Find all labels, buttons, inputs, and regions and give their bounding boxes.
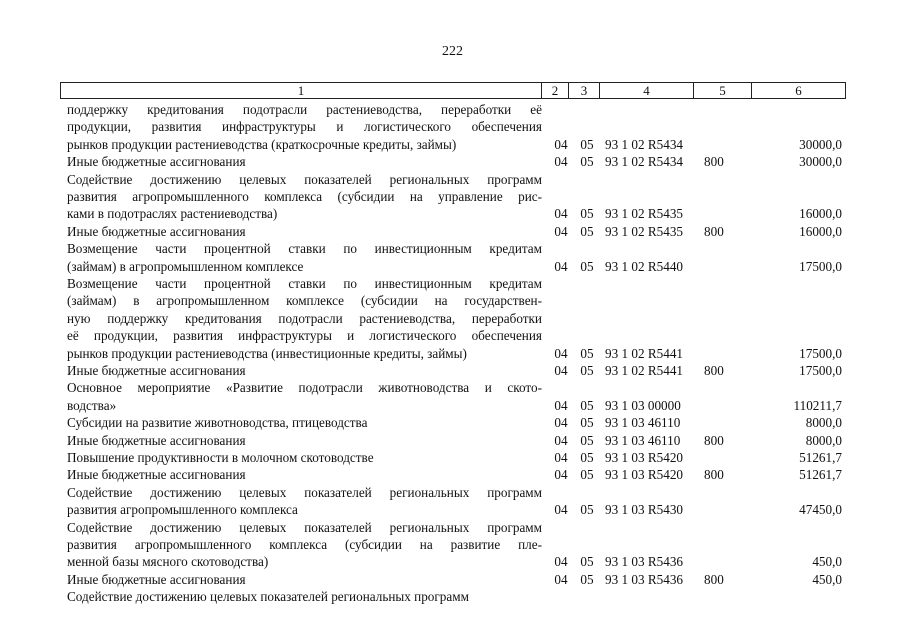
description-line: Содействие достижению целевых показателей региональных программ (67, 171, 542, 187)
description-line: Иные бюджетные ассигнования (67, 467, 246, 483)
target-article-code: 93 1 03 46110 (605, 432, 681, 448)
table-row (0, 240, 905, 275)
table-row (0, 414, 905, 431)
description-line: водства» (67, 397, 117, 413)
target-article-code: 93 1 03 R5420 (605, 467, 684, 483)
row-description (67, 588, 542, 605)
section-code: 04 (554, 154, 568, 170)
header-col-3: 3 (580, 83, 588, 98)
table-row (0, 519, 905, 571)
target-article-code: 93 1 02 R5435 (605, 223, 684, 239)
amount: 450,0 (812, 554, 842, 570)
description-line: Содействие достижению целевых показателей региональных программ (67, 519, 542, 535)
description-line: (займам) в агропромышленном комплексе (67, 258, 304, 274)
row-description (67, 101, 542, 153)
subsection-code: 05 (580, 362, 594, 378)
description-line: Субсидии на развитие животноводства, птицеводства (67, 415, 368, 431)
description-line: поддержку кредитования подотрасли растениеводства, переработки её (67, 102, 542, 117)
subsection-code: 05 (580, 136, 594, 152)
amount: 47450,0 (799, 502, 842, 518)
section-code: 04 (554, 432, 568, 448)
description-line: (займам) в агропромышленном комплексе (субсидии на государствен- (67, 293, 542, 309)
target-article-code: 93 1 03 R5430 (605, 502, 684, 518)
row-description (67, 571, 542, 588)
expense-type-code: 800 (704, 223, 724, 239)
amount: 51261,7 (799, 467, 842, 483)
row-description (67, 466, 542, 483)
subsection-code: 05 (580, 223, 594, 239)
table-row (0, 223, 905, 240)
section-code: 04 (554, 467, 568, 483)
page-number: 222 (442, 44, 463, 59)
table-row (0, 101, 905, 153)
description-line: развития агропромышленного комплекса (субсидии на развитие пле- (67, 536, 542, 552)
section-code: 04 (554, 362, 568, 378)
target-article-code: 93 1 03 R5436 (605, 571, 684, 587)
description-line: продукции, развития инфраструктуры и логистического обеспечения (67, 119, 542, 135)
amount: 17500,0 (799, 362, 842, 378)
description-line: Иные бюджетные ассигнования (67, 154, 246, 170)
subsection-code: 05 (580, 554, 594, 570)
section-code: 04 (554, 554, 568, 570)
table-row (0, 449, 905, 466)
table-row (0, 432, 905, 449)
subsection-code: 05 (580, 571, 594, 587)
table-row (0, 275, 905, 362)
amount: 16000,0 (799, 223, 842, 239)
amount: 30000,0 (799, 154, 842, 170)
table-row (0, 171, 905, 223)
table-row (0, 379, 905, 414)
description-line: ную поддержку кредитования подотрасли растениеводства, переработки (67, 310, 542, 326)
target-article-code: 93 1 02 R5441 (605, 362, 684, 378)
table-row (0, 153, 905, 170)
description-line: Основное мероприятие «Развитие подотрасли животноводства и ското- (67, 380, 542, 396)
section-code: 04 (554, 206, 568, 222)
section-code: 04 (554, 571, 568, 587)
section-code: 04 (554, 258, 568, 274)
description-line: менной базы мясного скотоводства) (67, 554, 269, 570)
header-col-4: 4 (643, 83, 650, 98)
row-description (67, 240, 542, 275)
target-article-code: 93 1 03 00000 (605, 397, 681, 413)
target-article-code: 93 1 03 R5436 (605, 554, 684, 570)
subsection-code: 05 (580, 154, 594, 170)
table-row (0, 571, 905, 588)
description-line: Иные бюджетные ассигнования (67, 571, 246, 587)
target-article-code: 93 1 02 R5440 (605, 258, 684, 274)
target-article-code: 93 1 03 46110 (605, 415, 681, 431)
row-description (67, 379, 542, 414)
subsection-code: 05 (580, 345, 594, 361)
table-row (0, 484, 905, 519)
table-row (0, 362, 905, 379)
row-description (67, 171, 542, 223)
target-article-code: 93 1 02 R5435 (605, 206, 684, 222)
description-line: ками в подотраслях растениеводства) (67, 206, 278, 222)
subsection-code: 05 (580, 258, 594, 274)
subsection-code: 05 (580, 206, 594, 222)
description-line: Иные бюджетные ассигнования (67, 223, 246, 239)
section-code: 04 (554, 223, 568, 239)
amount: 8000,0 (805, 415, 842, 431)
row-description (67, 153, 542, 170)
expense-type-code: 800 (704, 571, 724, 587)
table-header (60, 82, 846, 99)
section-code: 04 (554, 397, 568, 413)
amount: 17500,0 (799, 258, 842, 274)
row-description (67, 432, 542, 449)
expense-type-code: 800 (704, 467, 724, 483)
description-line: Иные бюджетные ассигнования (67, 432, 246, 448)
description-line: Возмещение части процентной ставки по инвестиционным кредитам (67, 241, 542, 257)
section-code: 04 (554, 415, 568, 431)
row-description (67, 275, 542, 362)
amount: 17500,0 (799, 345, 842, 361)
amount: 110211,7 (793, 397, 842, 413)
description-line: рынков продукции растениеводства (инвестиционные кредиты, займы) (67, 345, 467, 361)
description-line: её продукции, развития инфраструктуры и логистического обеспечения (67, 328, 542, 344)
subsection-code: 05 (580, 397, 594, 413)
row-description (67, 484, 542, 519)
section-code: 04 (554, 449, 568, 465)
section-code: 04 (554, 345, 568, 361)
description-line: развития агропромышленного комплекса (67, 502, 298, 518)
subsection-code: 05 (580, 502, 594, 518)
expense-type-code: 800 (704, 362, 724, 378)
row-description (67, 449, 542, 466)
target-article-code: 93 1 02 R5434 (605, 136, 684, 152)
table-row (0, 466, 905, 483)
subsection-code: 05 (580, 415, 594, 431)
table-row (0, 588, 905, 605)
target-article-code: 93 1 02 R5441 (605, 345, 684, 361)
description-line: Содействие достижению целевых показателей региональных программ (67, 484, 542, 500)
header-col-5: 5 (719, 83, 726, 98)
row-description (67, 519, 542, 571)
subsection-code: 05 (580, 449, 594, 465)
description-line: Содействие достижению целевых показателей региональных программ (67, 589, 469, 605)
expense-type-code: 800 (704, 432, 724, 448)
amount: 450,0 (812, 571, 842, 587)
section-code: 04 (554, 136, 568, 152)
row-description (67, 223, 542, 240)
subsection-code: 05 (580, 432, 594, 448)
target-article-code: 93 1 02 R5434 (605, 154, 684, 170)
header-col-2: 2 (551, 83, 559, 98)
table-body (0, 101, 905, 605)
description-line: рынков продукции растениеводства (краткосрочные кредиты, займы) (67, 136, 457, 152)
row-description (67, 362, 542, 379)
description-line: Иные бюджетные ассигнования (67, 362, 246, 378)
amount: 8000,0 (805, 432, 842, 448)
row-description (67, 414, 542, 431)
amount: 51261,7 (799, 449, 842, 465)
subsection-code: 05 (580, 467, 594, 483)
description-line: развития агропромышленного комплекса (субсидии на управление рис- (67, 188, 542, 204)
amount: 30000,0 (799, 136, 842, 152)
header-col-1: 1 (297, 83, 305, 98)
section-code: 04 (554, 502, 568, 518)
amount: 16000,0 (799, 206, 842, 222)
description-line: Повышение продуктивности в молочном скотоводстве (67, 449, 374, 465)
target-article-code: 93 1 03 R5420 (605, 449, 684, 465)
expense-type-code: 800 (704, 154, 724, 170)
header-col-6: 6 (795, 83, 802, 98)
description-line: Возмещение части процентной ставки по инвестиционным кредитам (67, 275, 542, 291)
